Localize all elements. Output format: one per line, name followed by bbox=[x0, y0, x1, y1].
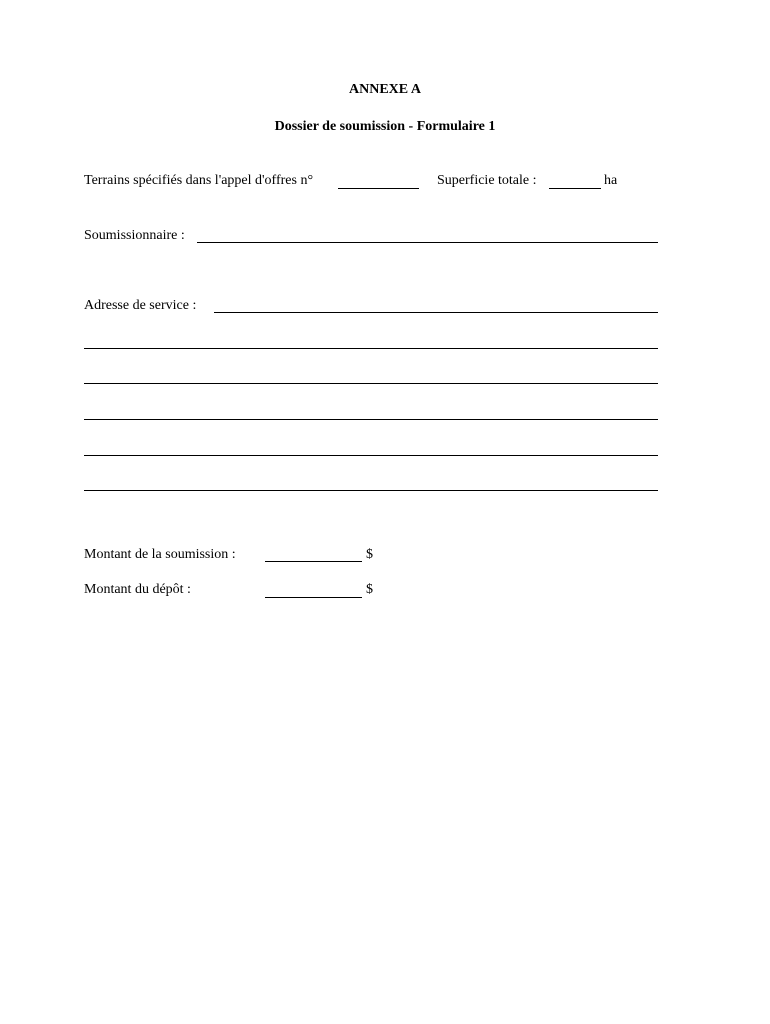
montant-depot-unit: $ bbox=[366, 582, 373, 597]
montant-depot-label: Montant du dépôt : bbox=[84, 582, 191, 597]
adresse-field-line-4[interactable] bbox=[84, 419, 658, 420]
montant-soumission-unit: $ bbox=[366, 547, 373, 562]
annex-title: ANNEXE A bbox=[349, 82, 421, 97]
adresse-field-line-1[interactable] bbox=[214, 312, 658, 313]
adresse-label: Adresse de service : bbox=[84, 298, 197, 313]
superficie-unit: ha bbox=[604, 173, 618, 188]
superficie-field[interactable] bbox=[549, 188, 601, 189]
adresse-field-line-5[interactable] bbox=[84, 455, 658, 456]
adresse-field-line-6[interactable] bbox=[84, 490, 658, 491]
terrains-label: Terrains spécifiés dans l'appel d'offres n° bbox=[84, 173, 314, 188]
montant-depot-field[interactable] bbox=[265, 597, 362, 598]
superficie-label: Superficie totale : bbox=[437, 173, 537, 188]
form-title: Dossier de soumission - Formulaire 1 bbox=[274, 119, 496, 134]
montant-soumission-field[interactable] bbox=[265, 561, 362, 562]
soumissionnaire-field[interactable] bbox=[197, 242, 658, 243]
adresse-field-line-3[interactable] bbox=[84, 383, 658, 384]
soumissionnaire-label: Soumissionnaire : bbox=[84, 228, 185, 243]
montant-soumission-label: Montant de la soumission : bbox=[84, 547, 236, 562]
adresse-field-line-2[interactable] bbox=[84, 348, 658, 349]
terrains-number-field[interactable] bbox=[338, 188, 419, 189]
